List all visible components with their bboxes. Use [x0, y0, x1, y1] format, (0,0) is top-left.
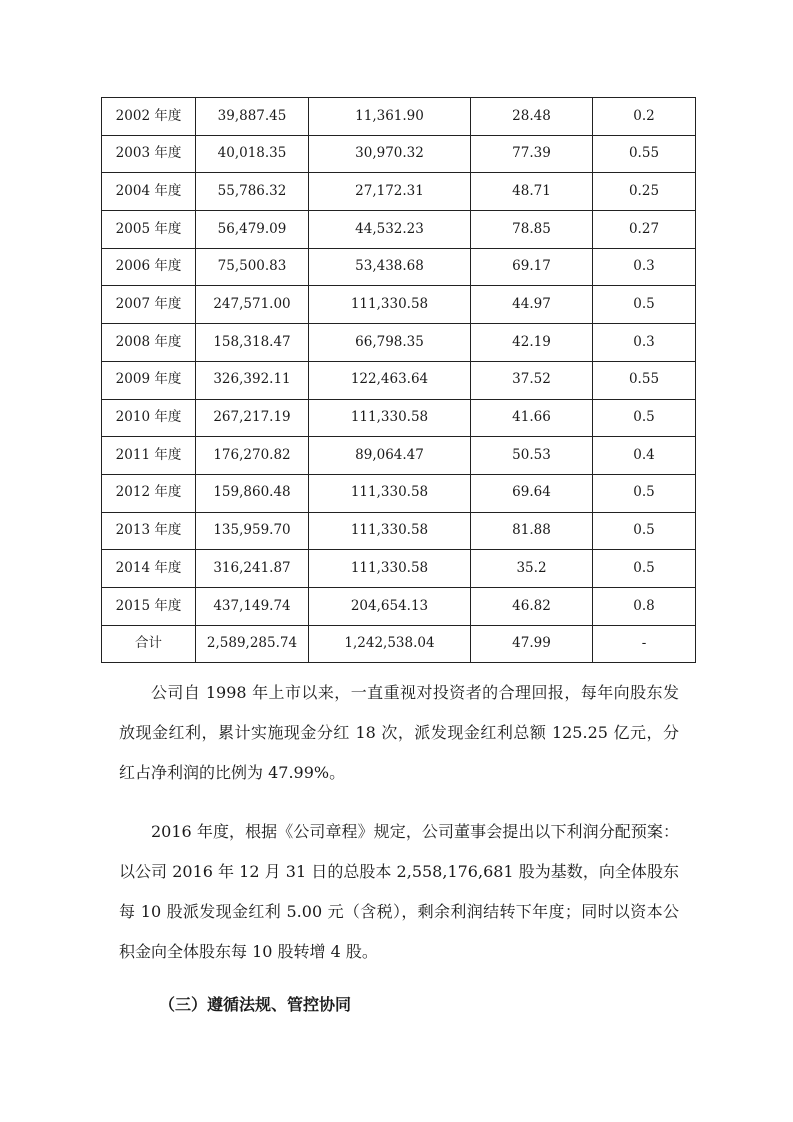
cash-dividend-cell: 53,438.68	[309, 248, 471, 286]
payout-ratio-cell: 69.17	[471, 248, 593, 286]
payout-ratio-cell: 44.97	[471, 286, 593, 324]
dividend-per-share-cell: 0.5	[593, 474, 696, 512]
year-cell: 2003 年度	[102, 135, 196, 173]
net-profit-cell: 159,860.48	[196, 474, 309, 512]
net-profit-cell: 437,149.74	[196, 587, 309, 625]
table-row	[102, 173, 696, 211]
year-cell: 2007 年度	[102, 286, 196, 324]
year-cell: 2004 年度	[102, 173, 196, 211]
dividend-summary-text: 公司自 1998 年上市以来，一直重视对投资者的合理回报，每年向股东发放现金红利，累计实施现金分红 18 次，派发现金红利总额 125.25 亿元，分红占净利润的比例为 47.99%。	[119, 683, 679, 782]
dividend-per-share-cell: 0.25	[593, 173, 696, 211]
dividend-table-body	[102, 98, 696, 663]
dividend-per-share-cell: 0.2	[593, 98, 696, 136]
year-cell: 2013 年度	[102, 512, 196, 550]
table-row	[102, 587, 696, 625]
dividend-per-share-cell: -	[593, 625, 696, 663]
cash-dividend-cell: 111,330.58	[309, 286, 471, 324]
cash-dividend-cell: 204,654.13	[309, 587, 471, 625]
dividend-per-share-cell: 0.5	[593, 550, 696, 588]
cash-dividend-cell: 111,330.58	[309, 399, 471, 437]
table-row	[102, 474, 696, 512]
payout-ratio-cell: 50.53	[471, 437, 593, 475]
net-profit-cell: 135,959.70	[196, 512, 309, 550]
dividend-history-table	[101, 97, 696, 663]
cash-dividend-cell: 89,064.47	[309, 437, 471, 475]
year-cell: 2015 年度	[102, 587, 196, 625]
table-row	[102, 98, 696, 136]
net-profit-cell: 55,786.32	[196, 173, 309, 211]
net-profit-cell: 316,241.87	[196, 550, 309, 588]
cash-dividend-cell: 111,330.58	[309, 512, 471, 550]
net-profit-cell: 39,887.45	[196, 98, 309, 136]
dividend-summary-paragraph	[119, 673, 679, 793]
year-cell: 2009 年度	[102, 361, 196, 399]
net-profit-cell: 2,589,285.74	[196, 625, 309, 663]
payout-ratio-cell: 41.66	[471, 399, 593, 437]
payout-ratio-cell: 37.52	[471, 361, 593, 399]
year-cell: 2006 年度	[102, 248, 196, 286]
cash-dividend-cell: 111,330.58	[309, 550, 471, 588]
profit-distribution-paragraph	[119, 812, 679, 972]
year-cell: 2008 年度	[102, 324, 196, 362]
year-cell: 2005 年度	[102, 211, 196, 249]
payout-ratio-cell: 48.71	[471, 173, 593, 211]
dividend-per-share-cell: 0.27	[593, 211, 696, 249]
table-row	[102, 211, 696, 249]
year-cell: 2010 年度	[102, 399, 196, 437]
table-row	[102, 399, 696, 437]
year-cell: 合计	[102, 625, 196, 663]
table-row	[102, 437, 696, 475]
cash-dividend-cell: 111,330.58	[309, 474, 471, 512]
net-profit-cell: 267,217.19	[196, 399, 309, 437]
table-row	[102, 361, 696, 399]
table-row	[102, 286, 696, 324]
net-profit-cell: 75,500.83	[196, 248, 309, 286]
payout-ratio-cell: 35.2	[471, 550, 593, 588]
cash-dividend-cell: 27,172.31	[309, 173, 471, 211]
dividend-per-share-cell: 0.55	[593, 135, 696, 173]
table-row	[102, 324, 696, 362]
table-row	[102, 135, 696, 173]
payout-ratio-cell: 42.19	[471, 324, 593, 362]
dividend-per-share-cell: 0.5	[593, 286, 696, 324]
cash-dividend-cell: 122,463.64	[309, 361, 471, 399]
table-row	[102, 550, 696, 588]
cash-dividend-cell: 30,970.32	[309, 135, 471, 173]
profit-distribution-text: 2016 年度，根据《公司章程》规定，公司董事会提出以下利润分配预案：以公司 2016 年 12 月 31 日的总股本 2,558,176,681 股为基数，向全体股东每 10 股派发现金红利 5.00 元（含税），剩余利润结转下年度；同时以资本公积金向全体股东每 10 股转增 4 股。	[119, 822, 679, 961]
payout-ratio-cell: 28.48	[471, 98, 593, 136]
section-heading: （三）遵循法规、管控协同	[159, 995, 352, 1014]
payout-ratio-cell: 46.82	[471, 587, 593, 625]
dividend-per-share-cell: 0.8	[593, 587, 696, 625]
cash-dividend-cell: 44,532.23	[309, 211, 471, 249]
cash-dividend-cell: 11,361.90	[309, 98, 471, 136]
cash-dividend-cell: 66,798.35	[309, 324, 471, 362]
dividend-per-share-cell: 0.5	[593, 399, 696, 437]
dividend-per-share-cell: 0.55	[593, 361, 696, 399]
net-profit-cell: 326,392.11	[196, 361, 309, 399]
year-cell: 2002 年度	[102, 98, 196, 136]
net-profit-cell: 247,571.00	[196, 286, 309, 324]
dividend-per-share-cell: 0.3	[593, 324, 696, 362]
payout-ratio-cell: 47.99	[471, 625, 593, 663]
year-cell: 2011 年度	[102, 437, 196, 475]
year-cell: 2014 年度	[102, 550, 196, 588]
dividend-per-share-cell: 0.3	[593, 248, 696, 286]
payout-ratio-cell: 69.64	[471, 474, 593, 512]
net-profit-cell: 158,318.47	[196, 324, 309, 362]
total-row	[102, 625, 696, 663]
table-row	[102, 248, 696, 286]
net-profit-cell: 56,479.09	[196, 211, 309, 249]
net-profit-cell: 40,018.35	[196, 135, 309, 173]
payout-ratio-cell: 81.88	[471, 512, 593, 550]
dividend-per-share-cell: 0.5	[593, 512, 696, 550]
payout-ratio-cell: 78.85	[471, 211, 593, 249]
dividend-per-share-cell: 0.4	[593, 437, 696, 475]
net-profit-cell: 176,270.82	[196, 437, 309, 475]
payout-ratio-cell: 77.39	[471, 135, 593, 173]
year-cell: 2012 年度	[102, 474, 196, 512]
cash-dividend-cell: 1,242,538.04	[309, 625, 471, 663]
table-row	[102, 512, 696, 550]
